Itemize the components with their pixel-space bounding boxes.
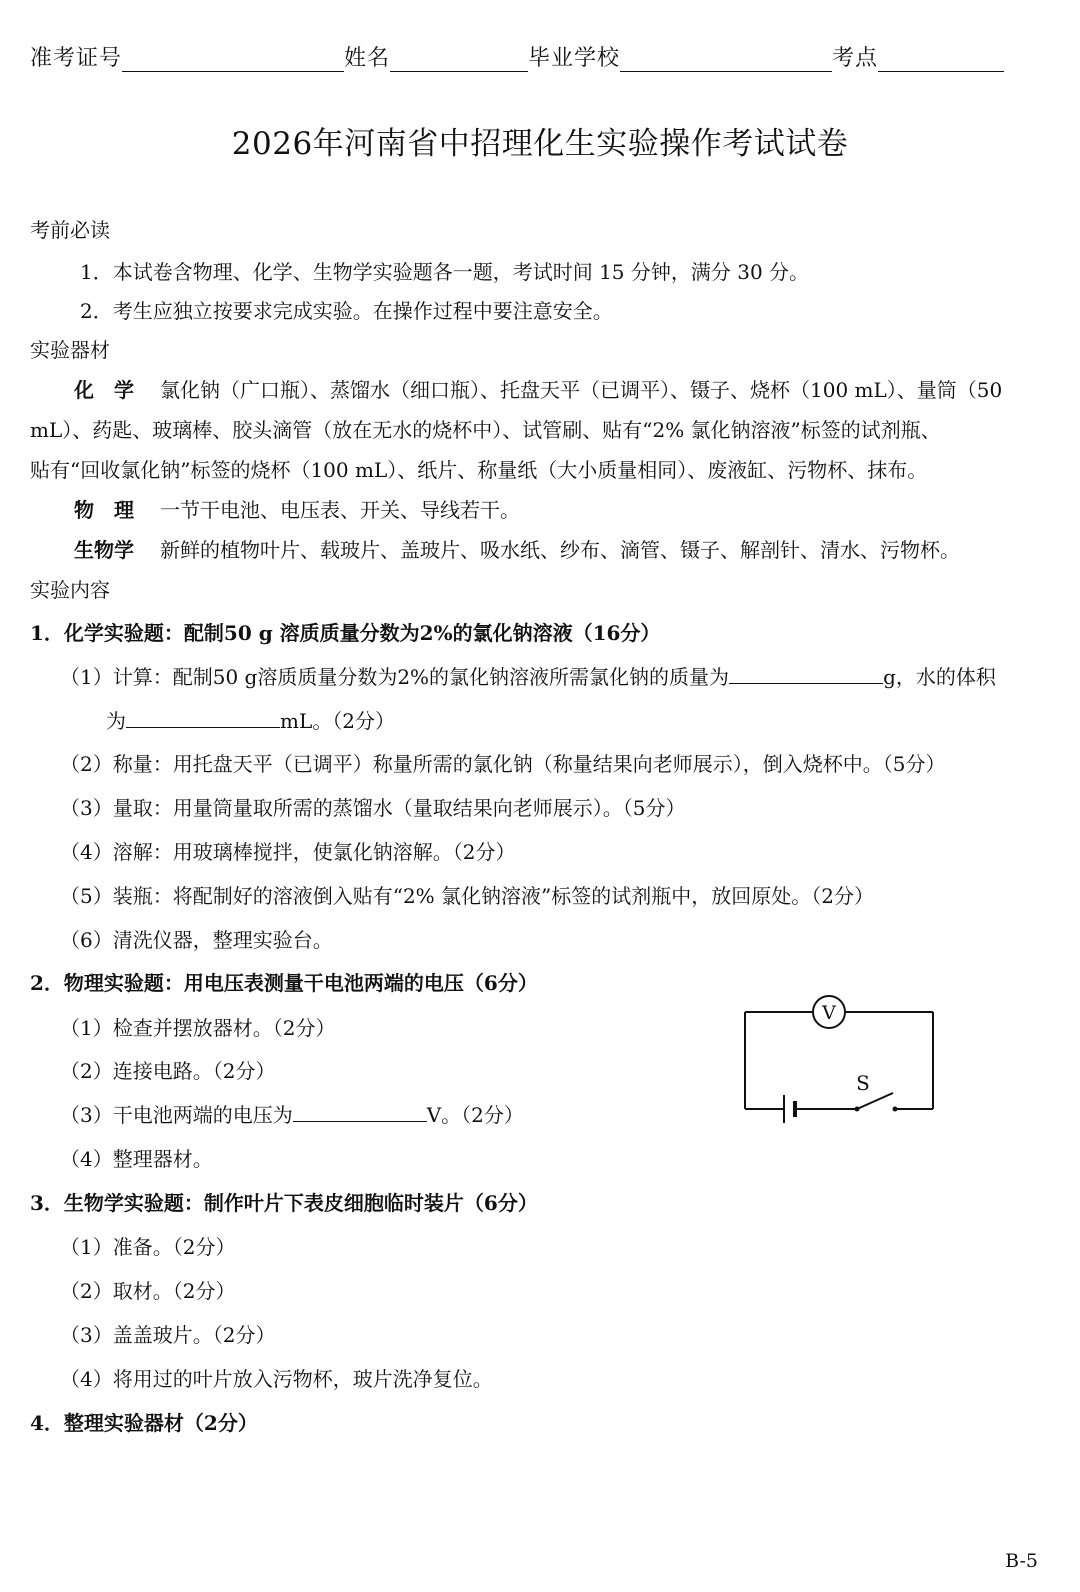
q2-title: 2．物理实验题：用电压表测量干电池两端的电压（6分） (30, 971, 538, 995)
name-label: 姓名 (344, 46, 391, 71)
content-heading: 实验内容 (30, 578, 110, 602)
q1-step-3: （3）量取：用量筒量取所需的蒸馏水（量取结果向老师展示）。（5分） (60, 796, 686, 820)
q3-title: 3．生物学实验题：制作叶片下表皮细胞临时装片（6分） (30, 1191, 538, 1215)
q1-step-1-line-2 (106, 705, 395, 734)
q1-title: 1．化学实验题：配制50 g 溶质质量分数为2%的氯化钠溶液（16分） (30, 621, 661, 645)
phys-materials-text: 一节干电池、电压表、开关、导线若干。 (160, 498, 520, 522)
nacl-mass-answer-field[interactable] (729, 664, 883, 684)
q3-step-4: （4）将用过的叶片放入污物杯，玻片洗净复位。 (60, 1367, 493, 1391)
q3-step-3: （3）盖盖玻片。（2分） (60, 1323, 276, 1347)
q1-step-4: （4）溶解：用玻璃棒搅拌，使氯化钠溶解。（2分） (60, 840, 516, 864)
bio-materials-line (74, 534, 960, 563)
bio-materials-text: 新鲜的植物叶片、载玻片、盖玻片、吸水纸、纱布、滴管、镊子、解剖针、清水、污物杯。 (160, 538, 960, 562)
q2-step-3-text-a: （3）干电池两端的电压为 (60, 1103, 293, 1127)
voltage-answer-field[interactable] (293, 1102, 427, 1122)
q1-step-2: （2）称量：用托盘天平（已调平）称量所需的氯化钠（称量结果向老师展示），倒入烧杯中。（5分） (60, 752, 946, 776)
switch-blade (857, 1093, 893, 1109)
switch-pivot (855, 1107, 860, 1112)
site-label: 考点 (832, 46, 879, 71)
q2-step-1: （1）检查并摆放器材。（2分） (60, 1016, 336, 1040)
page-title: 2026年河南省中招理化生实验操作考试试卷 (231, 126, 849, 162)
q1-step-5: （5）装瓶：将配制好的溶液倒入贴有“2% 氯化钠溶液”标签的试剂瓶中，放回原处。（2分） (60, 884, 874, 908)
q2-step-3 (60, 1099, 524, 1128)
switch-label: S (856, 1071, 870, 1095)
chem-materials-line-3: 贴有“回收氯化钠”标签的烧杯（100 mL）、纸片、称量纸（大小质量相同）、废液缸、污物杯、抹布。 (30, 458, 928, 482)
circuit-diagram (735, 990, 945, 1130)
q1-step-6: （6）清洗仪器，整理实验台。 (60, 928, 333, 952)
name-field[interactable] (390, 46, 528, 72)
q3-step-2: （2）取材。（2分） (60, 1279, 236, 1303)
exam-id-field[interactable] (122, 46, 344, 72)
bio-label: 生物学 (74, 538, 134, 562)
page-code: B-5 (1005, 1550, 1038, 1572)
switch-contact (893, 1107, 898, 1112)
phys-materials-line (74, 494, 520, 523)
school-label: 毕业学校 (528, 46, 621, 71)
notice-item-1: 1．本试卷含物理、化学、生物学实验题各一题，考试时间 15 分钟，满分 30 分。 (80, 260, 810, 284)
q1-step-1-text-a: （1）计算：配制50 g溶质质量分数为2%的氯化钠溶液所需氯化钠的质量为 (60, 665, 730, 689)
q1-step-1-line-1 (60, 661, 996, 690)
q1-step-1-text-b: g，水的体积 (883, 665, 996, 689)
q1-step-1-text-d: mL。（2分） (280, 709, 395, 733)
voltmeter-label: V (822, 1002, 836, 1024)
q2-step-4: （4）整理器材。 (60, 1147, 213, 1171)
school-field[interactable] (620, 46, 832, 72)
water-volume-answer-field[interactable] (126, 708, 280, 728)
site-field[interactable] (878, 46, 1004, 72)
chem-materials-line-1 (74, 374, 1002, 403)
q2-step-3-text-b: V。（2分） (426, 1103, 524, 1127)
materials-heading: 实验器材 (30, 338, 110, 362)
chem-label: 化 学 (74, 378, 134, 402)
candidate-info-line (30, 38, 1040, 72)
notice-heading: 考前必读 (30, 218, 110, 242)
q2-step-2: （2）连接电路。（2分） (60, 1059, 276, 1083)
notice-item-2: 2．考生应独立按要求完成实验。在操作过程中要注意安全。 (80, 299, 613, 323)
q1-step-1-text-c: 为 (106, 709, 126, 733)
phys-label: 物 理 (74, 498, 134, 522)
chem-materials-line-2: mL）、药匙、玻璃棒、胶头滴管（放在无水的烧杯中）、试管刷、贴有“2% 氯化钠溶液”标签的试剂瓶、 (30, 418, 941, 442)
q4-title: 4．整理实验器材（2分） (30, 1411, 258, 1435)
q3-step-1: （1）准备。（2分） (60, 1235, 236, 1259)
chem-materials-text-1: 氯化钠（广口瓶）、蒸馏水（细口瓶）、托盘天平（已调平）、镊子、烧杯（100 mL）、量筒（50 (160, 378, 1003, 402)
exam-id-label: 准考证号 (30, 46, 123, 71)
